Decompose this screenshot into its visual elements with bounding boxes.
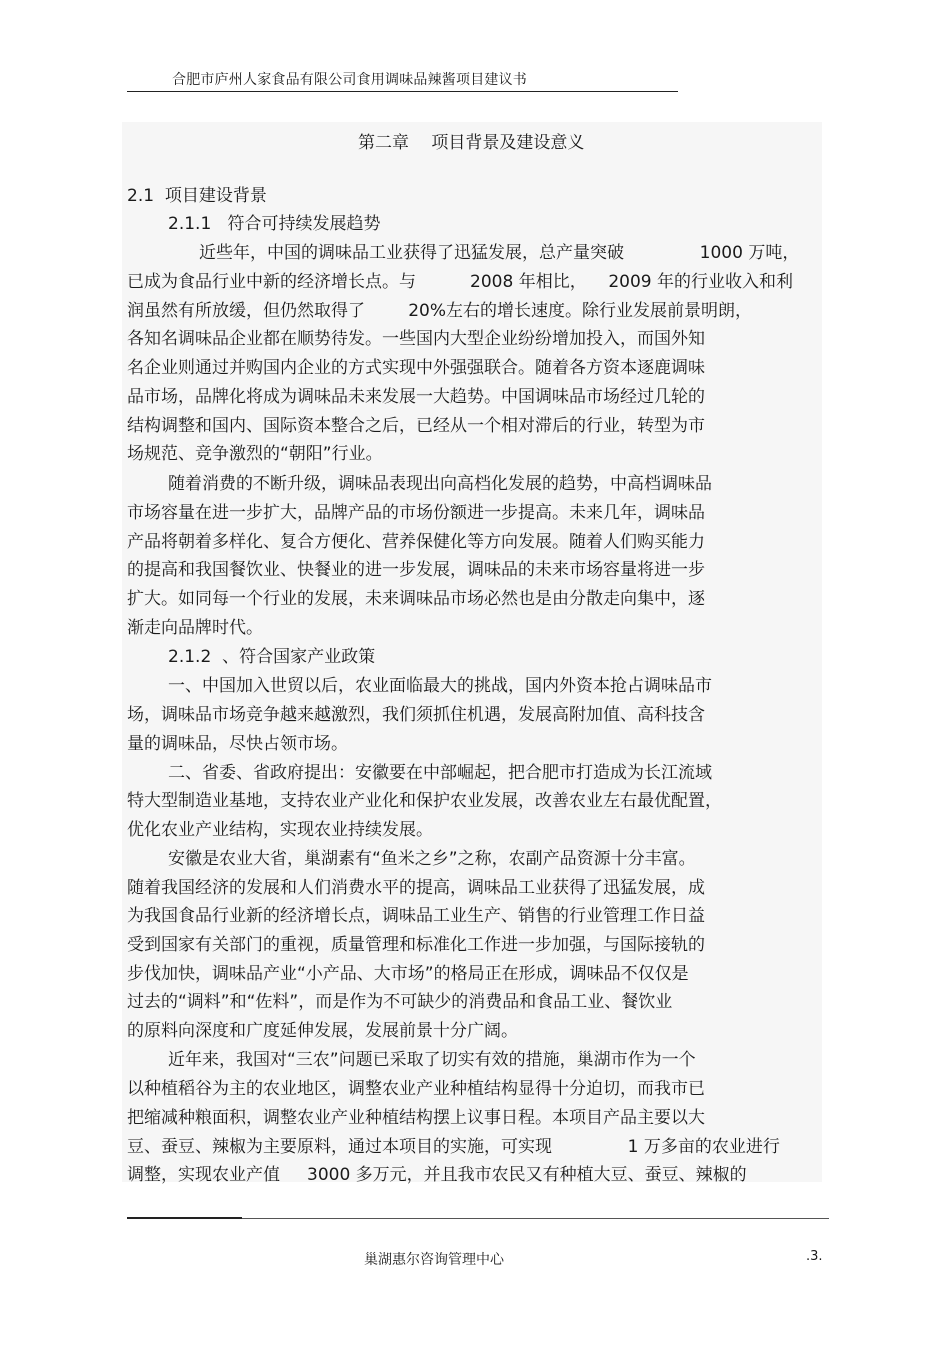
document-footer: 巢湖惠尔咨询管理中心 bbox=[364, 1252, 504, 1268]
paragraph-line: 把缩减种粮面积，调整农业产业种植结构摆上议事日程。本项目产品主要以大 bbox=[127, 1108, 705, 1128]
paragraph-line: 一、中国加入世贸以后，农业面临最大的挑战，国内外资本抢占调味品市 bbox=[168, 676, 712, 696]
header-rule bbox=[127, 91, 678, 92]
chapter-title: 第二章 项目背景及建设意义 bbox=[358, 133, 585, 153]
paragraph-line: 过去的“调料”和“佐料”，而是作为不可缺少的消费品和食品工业、餐饮业 bbox=[127, 992, 673, 1012]
paragraph-line: 随着我国经济的发展和人们消费水平的提高，调味品工业获得了迅猛发展，成 bbox=[127, 878, 705, 898]
paragraph-line: 豆、蚕豆、辣椒为主要原料，通过本项目的实施，可实现 1 万多亩的农业进行 bbox=[127, 1137, 780, 1157]
subsection-heading: 2.1.2 、符合国家产业政策 bbox=[168, 647, 376, 667]
paragraph-line: 润虽然有所放缓，但仍然取得了 20%左右的增长速度。除行业发展前景明朗， bbox=[127, 301, 753, 321]
document-header: 合肥市庐州人家食品有限公司食用调味品辣酱项目建议书 bbox=[172, 72, 527, 88]
paragraph-line: 近些年，中国的调味品工业获得了迅猛发展，总产量突破 1000 万吨， bbox=[199, 243, 800, 263]
subsection-heading: 2.1.1 符合可持续发展趋势 bbox=[168, 214, 381, 234]
paragraph-line: 步伐加快，调味品产业“小产品、大市场”的格局正在形成，调味品不仅仅是 bbox=[127, 964, 689, 984]
paragraph-line: 量的调味品，尽快占领市场。 bbox=[127, 734, 348, 754]
paragraph-line: 特大型制造业基地，支持农业产业化和保护农业发展，改善农业左右最优配置， bbox=[127, 791, 722, 811]
page-number: .3. bbox=[806, 1249, 823, 1264]
paragraph-line: 结构调整和国内、国际资本整合之后，已经从一个相对滞后的行业，转型为市 bbox=[127, 416, 705, 436]
paragraph-line: 场规范、竞争激烈的“朝阳”行业。 bbox=[127, 444, 383, 464]
section-heading: 2.1 项目建设背景 bbox=[127, 186, 267, 206]
paragraph-line: 为我国食品行业新的经济增长点，调味品工业生产、销售的行业管理工作日益 bbox=[127, 906, 705, 926]
paragraph-line: 场，调味品市场竞争越来越激烈，我们须抓住机遇，发展高附加值、高科技含 bbox=[127, 705, 705, 725]
paragraph-line: 产品将朝着多样化、复合方便化、营养保健化等方向发展。随着人们购买能力 bbox=[127, 532, 705, 552]
paragraph-line: 渐走向品牌时代。 bbox=[127, 618, 263, 638]
paragraph-line: 扩大。如同每一个行业的发展，未来调味品市场必然也是由分散走向集中，逐 bbox=[127, 589, 705, 609]
paragraph-line: 的提高和我国餐饮业、快餐业的进一步发展，调味品的未来市场容量将进一步 bbox=[127, 560, 705, 580]
paragraph-line: 安徽是农业大省，巢湖素有“鱼米之乡”之称，农副产品资源十分丰富。 bbox=[168, 849, 696, 869]
paragraph-line: 受到国家有关部门的重视，质量管理和标准化工作进一步加强，与国际接轨的 bbox=[127, 935, 705, 955]
paragraph-line: 优化农业产业结构，实现农业持续发展。 bbox=[127, 820, 433, 840]
paragraph-line: 品市场，品牌化将成为调味品未来发展一大趋势。中国调味品市场经过几轮的 bbox=[127, 387, 705, 407]
paragraph-line: 二、省委、省政府提出：安徽要在中部崛起，把合肥市打造成为长江流域 bbox=[168, 763, 712, 783]
footer-rule bbox=[242, 1218, 829, 1219]
paragraph-line: 的原料向深度和广度延伸发展，发展前景十分广阔。 bbox=[127, 1021, 518, 1041]
paragraph-line: 以种植稻谷为主的农业地区，调整农业产业种植结构显得十分迫切，而我市已 bbox=[127, 1079, 705, 1099]
paragraph-line: 已成为食品行业中新的经济增长点。与 2008 年相比， 2009 年的行业收入和利 bbox=[127, 272, 793, 292]
paragraph-line: 调整，实现农业产值 3000 多万元，并且我市农民又有种植大豆、蚕豆、辣椒的 bbox=[127, 1165, 747, 1185]
paragraph-line: 名企业则通过并购国内企业的方式实现中外强强联合。随着各方资本逐鹿调味 bbox=[127, 358, 705, 378]
paragraph-line: 近年来，我国对“三农”问题已采取了切实有效的措施，巢湖市作为一个 bbox=[168, 1050, 696, 1070]
paragraph-line: 市场容量在进一步扩大，品牌产品的市场份额进一步提高。未来几年，调味品 bbox=[127, 503, 705, 523]
paragraph-line: 随着消费的不断升级，调味品表现出向高档化发展的趋势，中高档调味品 bbox=[168, 474, 712, 494]
paragraph-line: 各知名调味品企业都在顺势待发。一些国内大型企业纷纷增加投入，而国外知 bbox=[127, 329, 705, 349]
footer-rule-thick bbox=[127, 1217, 242, 1219]
